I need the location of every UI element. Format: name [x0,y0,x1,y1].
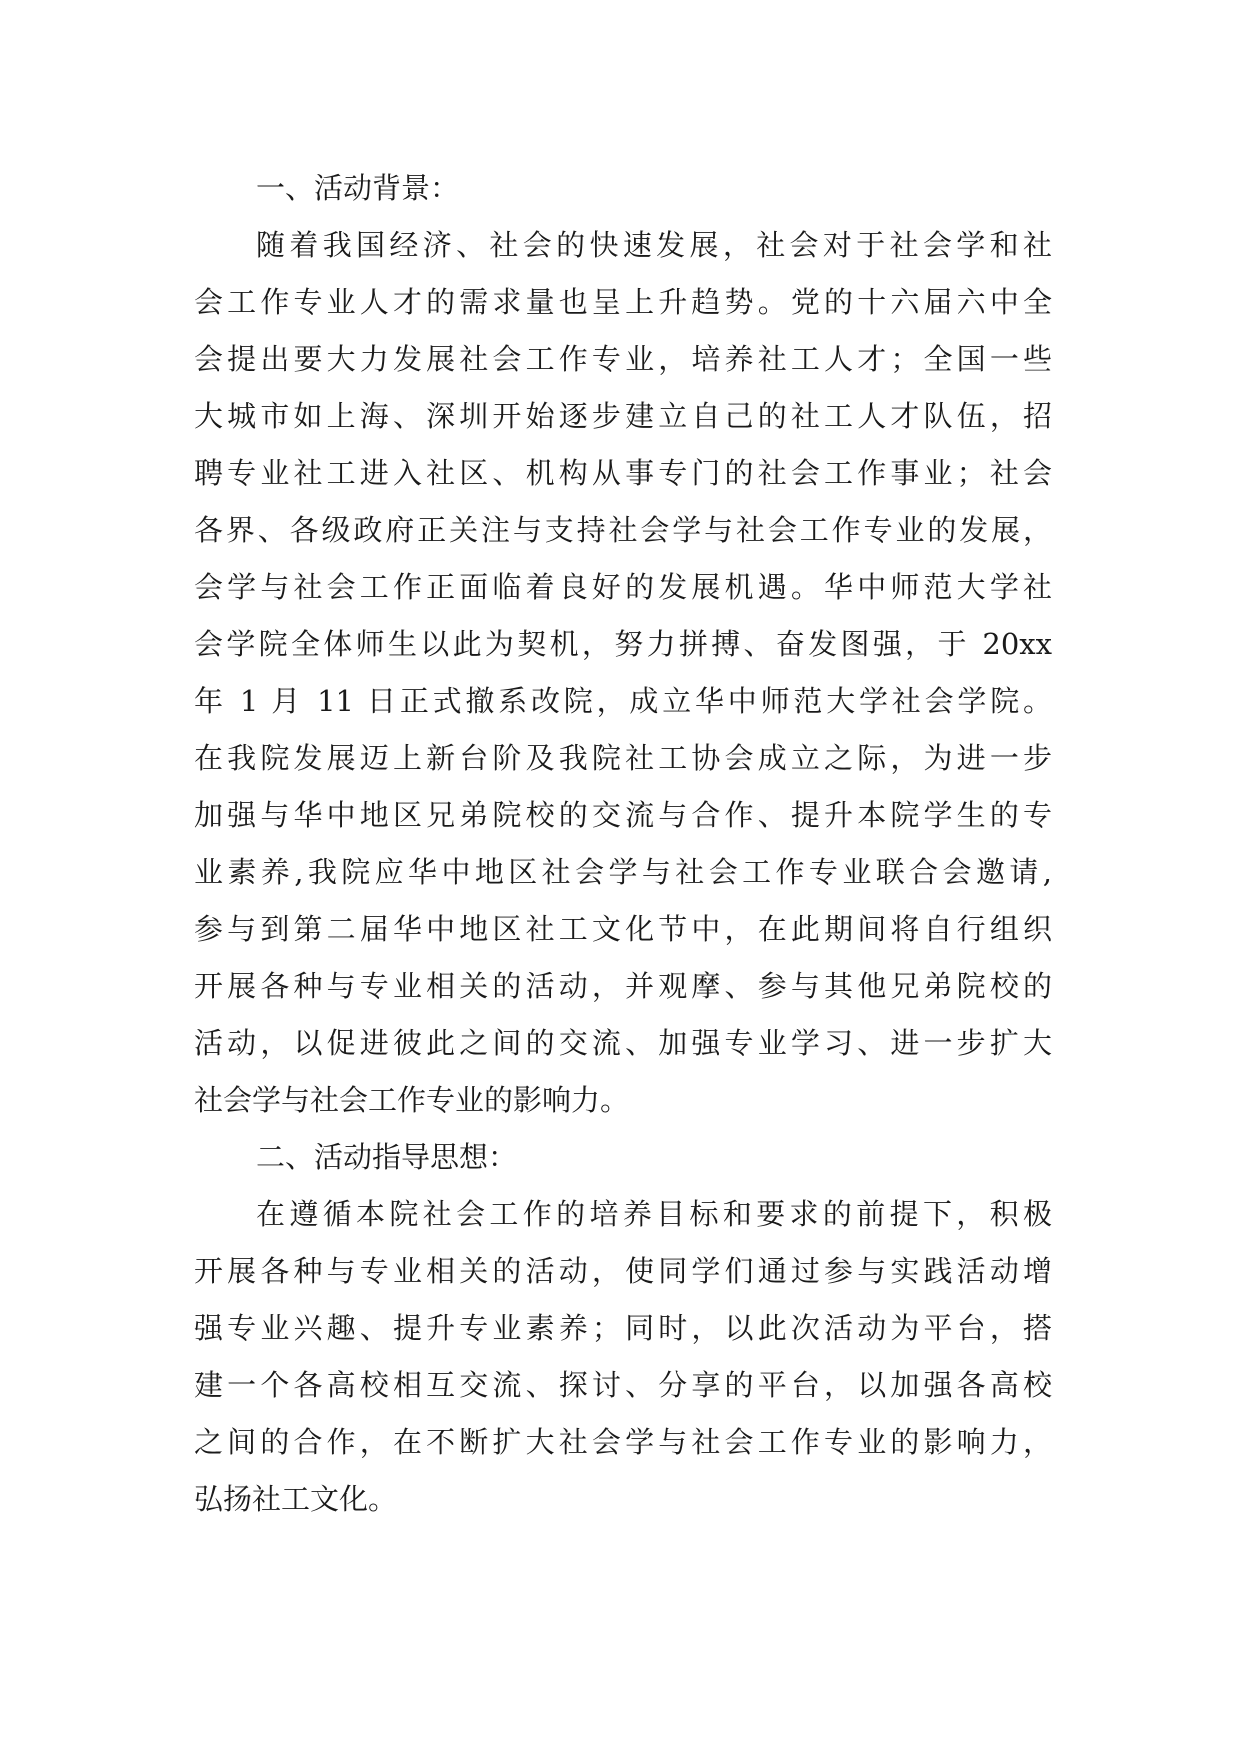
paragraph-line: 会学与社会工作正面临着良好的发展机遇。华中师范大学社 [194,570,1052,604]
paragraph-line: 在遵循本院社会工作的培养目标和要求的前提下，积极 [256,1197,1052,1231]
section-heading-guiding-ideology: 二、活动指导思想： [256,1140,518,1174]
section-heading-background: 一、活动背景： [256,171,460,205]
paragraph-line: 会工作专业人才的需求量也呈上升趋势。党的十六届六中全 [194,285,1052,319]
paragraph-line: 强专业兴趣、提升专业素养；同时，以此次活动为平台，搭 [194,1311,1052,1345]
paragraph-line: 弘扬社工文化。 [194,1482,398,1516]
paragraph-line: 加强与华中地区兄弟院校的交流与合作、提升本院学生的专 [194,798,1052,832]
paragraph-line: 会提出要大力发展社会工作专业，培养社工人才；全国一些 [194,342,1052,376]
paragraph-line: 业素养,我院应华中地区社会学与社会工作专业联合会邀请, [194,855,1052,889]
paragraph-line: 聘专业社工进入社区、机构从事专门的社会工作事业；社会 [194,456,1052,490]
paragraph-line: 之间的合作，在不断扩大社会学与社会工作专业的影响力， [194,1425,1052,1459]
paragraph-line: 会学院全体师生以此为契机，努力拼搏、奋发图强，于 20xx [194,627,1052,661]
paragraph-line: 开展各种与专业相关的活动，使同学们通过参与实践活动增 [194,1254,1052,1288]
paragraph-background [194,217,1052,1129]
document-body [194,160,1052,1528]
paragraph-line: 年 1 月 11 日正式撤系改院，成立华中师范大学社会学院。 [194,684,1052,718]
paragraph-line: 参与到第二届华中地区社工文化节中，在此期间将自行组织 [194,912,1052,946]
paragraph-line: 活动，以促进彼此之间的交流、加强专业学习、进一步扩大 [194,1026,1052,1060]
paragraph-line: 开展各种与专业相关的活动，并观摩、参与其他兄弟院校的 [194,969,1052,1003]
paragraph-line: 随着我国经济、社会的快速发展，社会对于社会学和社 [256,228,1052,262]
paragraph-line: 社会学与社会工作专业的影响力。 [194,1083,630,1117]
paragraph-line: 大城市如上海、深圳开始逐步建立自己的社工人才队伍，招 [194,399,1052,433]
paragraph-line: 在我院发展迈上新台阶及我院社工协会成立之际，为进一步 [194,741,1052,775]
paragraph-line: 建一个各高校相互交流、探讨、分享的平台，以加强各高校 [194,1368,1052,1402]
paragraph-line: 各界、各级政府正关注与支持社会学与社会工作专业的发展， [194,513,1052,547]
paragraph-guiding-ideology [194,1186,1052,1528]
